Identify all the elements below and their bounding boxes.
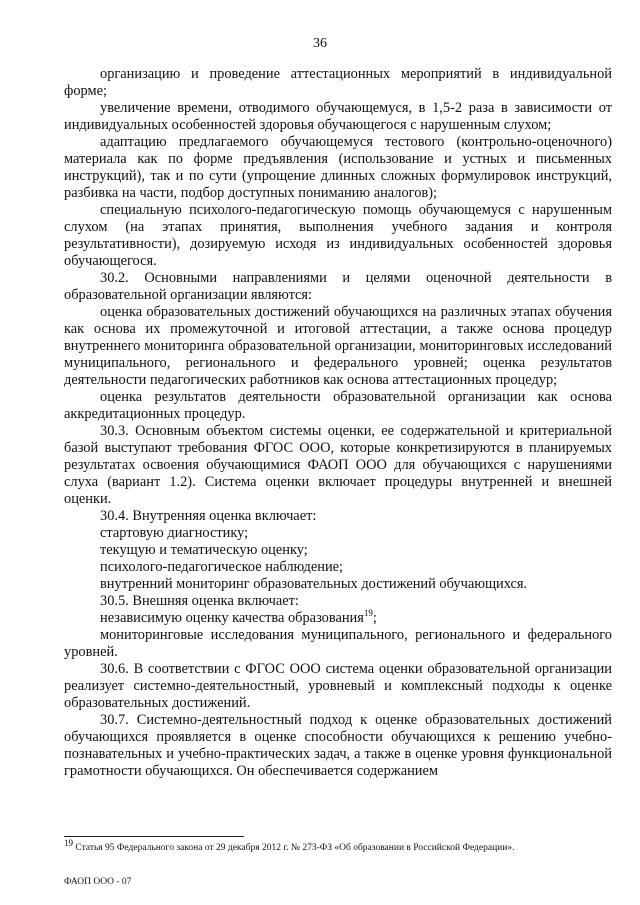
section-paragraph-30-4: 30.4. Внутренняя оценка включает: — [100, 508, 317, 524]
footnote-reference[interactable]: 19 — [363, 608, 373, 619]
list-item-punctuation: ; — [372, 610, 377, 626]
page-number: 36 — [313, 36, 327, 51]
footnote-text: Статья 95 Федерального закона от 29 декабря 2012 г. № 273-ФЗ «Об образовании в Российской Федерации». — [75, 843, 515, 853]
footer-document-code: ФАОП ООО - 07 — [64, 877, 132, 887]
list-item: мониторинговые исследования муниципального, регионального и федерального уровней. — [64, 627, 612, 660]
paragraph: увеличение времени, отводимого обучающемуся, в 1,5-2 раза в зависимости от индивидуальных особенностей здоровья обучающегося с нарушенным слухом; — [64, 100, 612, 133]
section-paragraph-30-7: 30.7. Системно-деятельностный подход к оценке образовательных достижений обучающихся проявляется в оценке способности обучающихся к решению учебно-познавательных и учебно-практических задач, а также в оценке уровня функциональной грамотности обучающихся. Он обеспечивается содержанием — [64, 712, 612, 779]
section-paragraph-30-3: 30.3. Основным объектом системы оценки, ее содержательной и критериальной базой выступают требования ФГОС ООО, которые конкретизируются в планируемых результатах освоения обучающимися ФАОП ООО для обучающихся с нарушениями слуха (вариант 1.2). Система оценки включает процедуры внутренней и внешней оценки. — [64, 423, 612, 507]
paragraph: специальную психолого-педагогическую помощь обучающемуся с нарушенным слухом (на этапах принятия, выполнения учебного задания и контроля результативности), дозируемую исходя из индивидуальных особенностей здоровья обучающегося. — [64, 202, 612, 269]
list-item: стартовую диагностику; — [100, 525, 249, 541]
footnote — [64, 837, 612, 854]
footnote-divider — [64, 836, 244, 837]
section-paragraph-30-2: 30.2. Основными направлениями и целями оценочной деятельности в образовательной организации являются: — [64, 270, 612, 303]
section-paragraph-30-6: 30.6. В соответствии с ФГОС ООО система оценки образовательной организации реализует системно-деятельностный, уровневый и комплексный подходы к оценке образовательных достижений. — [64, 661, 612, 711]
list-item: текущую и тематическую оценку; — [100, 542, 308, 558]
list-item-with-footnote — [64, 610, 612, 627]
paragraph: организацию и проведение аттестационных мероприятий в индивидуальной форме; — [64, 66, 612, 99]
list-item: психолого-педагогическое наблюдение; — [100, 559, 344, 575]
paragraph: оценка результатов деятельности образовательной организации как основа аккредитационных процедур. — [64, 389, 612, 422]
paragraph: оценка образовательных достижений обучающихся на различных этапах обучения как основа их промежуточной и итоговой аттестации, а также основа процедур внутреннего мониторинга образовательной организации, мониторинговых исследований муниципального, регионального и федерального уровней; оценка результатов деятельности педагогических работников как основа аттестационных процедур; — [64, 304, 612, 388]
list-item: внутренний мониторинг образовательных достижений обучающихся. — [100, 576, 528, 592]
paragraph: адаптацию предлагаемого обучающемуся тестового (контрольно-оценочного) материала как по форме предъявления (использование и устных и письменных инструкций), так и по сути (упрощение длинных сложных формулировок инструкций, разбивка на части, подбор доступных пониманию аналогов); — [64, 134, 612, 201]
section-paragraph-30-5: 30.5. Внешняя оценка включает: — [100, 593, 299, 609]
footnote-number: 19 — [64, 837, 73, 848]
list-item-text: независимую оценку качества образования — [100, 610, 364, 626]
document-body — [64, 66, 612, 780]
